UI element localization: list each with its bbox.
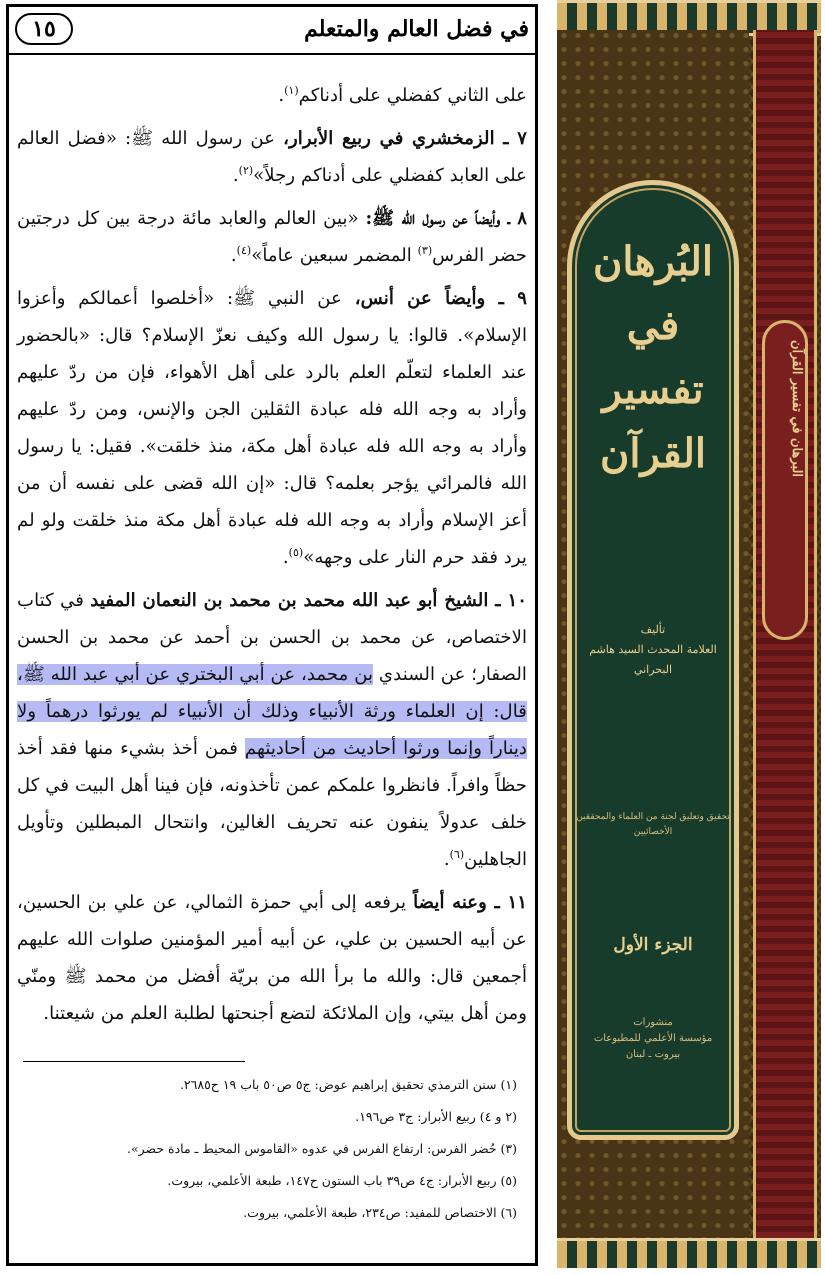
cover-publisher-name: مؤسسة الأعلمي للمطبوعات [593,1033,713,1044]
cover-publisher-city: بيروت ـ لبنان [625,1049,681,1060]
cover-volume: الجزء الأول [613,935,693,955]
paragraph-text: «بين العالم والعابد مائة درجة بين كل درجتين حضر الفرس [17,208,527,266]
cover-title-line: البُرهان [592,238,714,285]
cover-editor: تحقيق وتعليق لجنة من العلماء والمحققين الأخصائيين [576,812,730,837]
paragraph-lead: ٩ ـ وأيضاً عن أنس، [354,288,527,309]
paragraph-10: ١٠ ـ الشيخ أبو عبد الله محمد بن محمد بن النعمان المفيد في كتاب الاختصاص، عن محمد بن الحسن بن أحمد عن محمد بن الحسن الصفار؛ عن السندي بن محمد، عن أبي البختري عن أبي عبد الله ﷺ، قال: إن العلماء ورثة الأنبياء وذلك أن الأنبياء لم يورثوا درهماً ولا ديناراً وإنما ورثوا أحاديث من أحاديثهم فمن أخذ بشيء منها فقد أخذ حظاً وافراً. فانظروا علمكم عمن تأخذونه، فإن فينا أهل البيت في كل خلف عدولاً ينفون عنه تحريف الغالين، وانتحال المبطلين وتأويل الجاهلين$^{(٦)}$. [17,590,527,870]
chapter-title: في فضل العالم والمتعلم [304,16,529,42]
paragraph-11 [17,884,527,1032]
cover-author-label: تأليف [640,623,666,636]
page-number: ١٥ [15,13,73,45]
paragraph-1: على الثاني كفضلي على أدناكم$^{(١)}$. [278,83,527,106]
paragraph-text: عن رسول الله ﷺ: «فضل العالم على العابد كفضلي على أدناكم رجلاً» [17,128,527,186]
book-cover [557,0,821,1268]
cover-title [571,230,735,486]
paragraph-lead: ١٠ ـ الشيخ أبو عبد الله محمد بن محمد بن النعمان المفيد [90,590,527,611]
page-body [17,77,527,1038]
paragraph-7: ٧ ـ الزمخشري في ربيع الأبرار، عن رسول الله ﷺ: «فضل العالم على العابد كفضلي على أدناكم رجلاً»$^{(٢)}$. [17,128,527,186]
footnote: (١) سنن الترمذي تحقيق إبراهيم عوض: ج٥ ص٥٠ باب ١٩ ح٢٦٨٥. [179,1077,517,1092]
cover-publisher-label: منشورات [633,1017,673,1028]
text-highlight[interactable]: بن محمد، عن أبي البختري عن أبي عبد الله ﷺ، قال: إن العلماء ورثة الأنبياء وذلك أن الأنبياء لم يورثوا درهماً ولا ديناراً وإنما ورثوا أحاديث من أحاديثهم [17,664,527,759]
footnote-ref: (٢) [238,163,254,177]
cover-author [571,620,735,680]
cover-bottom-border [557,1238,821,1268]
paragraph-text: في كتاب الاختصاص، عن محمد بن الحسن بن أحمد عن محمد بن الحسن الصفار؛ عن السندي [17,590,527,685]
footnote-ref: (٣) [417,243,433,257]
footnote-divider [23,1061,245,1062]
spine-title: البرهان في تفسير القرآن [789,340,804,478]
footnote: (٥) ربيع الأبرار: ج٤ ص٣٩ باب الستون ح١٤٧، طبعة الأعلمي، بيروت. [167,1173,517,1188]
paragraph-text: عن النبي ﷺ: «أخلصوا أعمالكم وأعزوا الإسلام». قالوا: يا رسول الله وكيف نعزّ الإسلام؟ قال: «بالحضور عند العلماء لتعلّم العلم بالرد على أهل الأهواء، فإن من ردّ عليهم وأراد به وجه الله فله عبادة الثقلين الجن والإنس، ومن ردّ عليهم وأراد به وجه الله فله عبادة أهل مكة، منذ خلقت». فقيل: يا رسول الله فالمرائي يؤجر بعلمه؟ قال: «إن الله قضى على نفسه أن من أعز الإسلام وأراد به وجه الله فله عبادة أهل مكة منذ خلقت ولو لم يرد فقد حرم النار على وجهه» [17,288,527,568]
paragraph-lead: ٨ ـ وأيضاً عن رسول الله ﷺ: [365,208,527,229]
cover-title-line: في تفسير القرآن [599,302,707,477]
footnote-ref: (١) [284,83,299,97]
page-header [9,7,535,55]
paragraph-text: المضمر سبعين عاماً» [251,245,418,266]
paragraph-text: على الثاني كفضلي على أدناكم [298,85,527,106]
cover-front [557,30,749,1238]
paragraph-lead: ٧ ـ الزمخشري في ربيع الأبرار، [283,128,527,149]
paragraph-text: فمن أخذ بشيء منها فقد أخذ حظاً وافراً. فانظروا علمكم عمن تأخذونه، فإن فينا أهل البيت في كل خلف عدولاً ينفون عنه تحريف الغالين، وانتحال المبطلين وتأويل الجاهلين [17,738,527,870]
footnote-ref: (٥) [288,545,304,559]
footnote: (٢ و ٤) ربيع الأبرار: ج٣ ص١٩٦. [355,1109,517,1124]
paragraph-text: يرفعه إلى أبي حمزة الثمالي، عن علي بن الحسين، عن أبيه الحسين بن علي، عن أبيه أمير المؤمنين صلوات الله عليهم أجمعين قال: والله ما برأ الله من بريّة أفضل من محمد ﷺ ومنّي ومن أهل بيتي، وإن الملائكة لتضع أجنحتها لطلبة العلم من شيعتنا. [17,892,527,1024]
footnote-ref: (٤) [236,243,252,257]
footnote: (٣) حُضر الفرس: ارتفاع الفرس في عدوه «القاموس المحيط ـ مادة حضر». [126,1141,517,1156]
cover-spine [753,30,817,1238]
cover-publisher [571,1015,735,1063]
book-page [6,4,538,1266]
footnote: (٦) الاختصاص للمفيد: ص٢٣٤، طبعة الأعلمي، بيروت. [243,1205,517,1220]
paragraph-lead: ١١ ـ وعنه أيضاً [413,892,527,913]
paragraph-9: ٩ ـ وأيضاً عن أنس، عن النبي ﷺ: «أخلصوا أعمالكم وأعزوا الإسلام». قالوا: يا رسول الله وكيف نعزّ الإسلام؟ قال: «بالحضور عند العلماء لتعلّم العلم بالرد على أهل الأهواء، فإن من ردّ عليهم وأراد به وجه الله فله عبادة الثقلين الجن والإنس، ومن ردّ عليهم وأراد به وجه الله فله عبادة أهل مكة، منذ خلقت». فقيل: يا رسول الله فالمرائي يؤجر بعلمه؟ قال: «إن الله قضى على نفسه أن من أعز الإسلام وأراد به وجه الله فله عبادة أهل مكة منذ خلقت ولو لم يرد فقد حرم النار على وجهه»$^{(٥)}$. [17,288,527,568]
cover-author-name: العلامة المحدث السيد هاشم البحراني [589,643,717,676]
footnotes [23,1069,517,1229]
footnote-ref: (٦) [449,847,465,861]
paragraph-8: ٨ ـ وأيضاً عن رسول الله ﷺ: «بين العالم والعابد مائة درجة بين كل درجتين حضر الفرس$^{(٣)}$ المضمر سبعين عاماً»$^{(٤)}$. [17,208,527,266]
